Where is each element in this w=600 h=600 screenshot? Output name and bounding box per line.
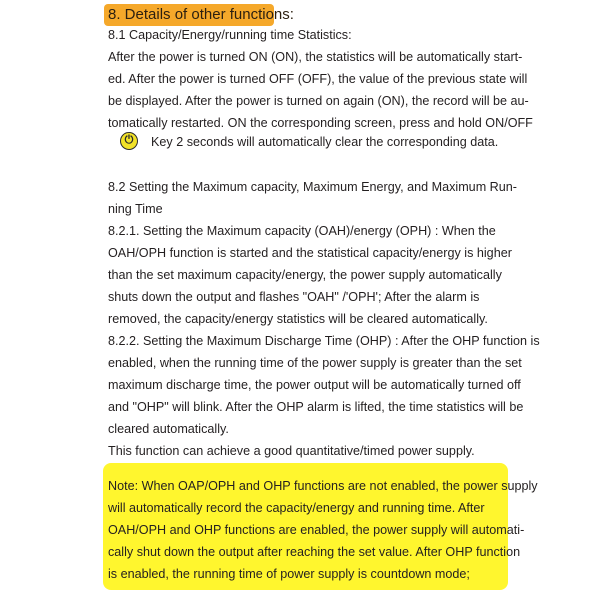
paragraph-line: 8.2.2. Setting the Maximum Discharge Time (OHP) : After the OHP function is [108,334,540,348]
paragraph-line: OAH/OPH function is started and the statistical capacity/energy is higher [108,246,512,260]
paragraph-line: maximum discharge time, the power output will be automatically turned off [108,378,521,392]
note-line: cally shut down the output after reaching the set value. After OHP function [108,545,521,559]
paragraph-line: and "OHP" will blink. After the OHP alarm is lifted, the time statistics will be [108,400,524,414]
note-line: OAH/OPH and OHP functions are enabled, the power supply will automati- [108,523,525,537]
paragraph-line: tomatically restarted. ON the corresponding screen, press and hold ON/OFF [108,116,533,130]
paragraph-line: ed. After the power is turned OFF (OFF), the value of the previous state will [108,72,528,86]
subsection-8-2-title-cont: ning Time [108,202,163,216]
note-line: Note: When OAP/OPH and OHP functions are not enabled, the power supply [108,479,538,493]
subsection-8-2-title: 8.2 Setting the Maximum capacity, Maximum Energy, and Maximum Run- [108,180,517,194]
paragraph-line: be displayed. After the power is turned on again (ON), the record will be au- [108,94,529,108]
paragraph-line: than the set maximum capacity/energy, the power supply automatically [108,268,502,282]
paragraph-line: shuts down the output and flashes "OAH" /'OPH'; After the alarm is [108,290,480,304]
paragraph-line: 8.2.1. Setting the Maximum capacity (OAH)/energy (OPH) : When the [108,224,496,238]
power-key-icon: ⏻ [120,132,138,150]
paragraph-line: removed, the capacity/energy statistics will be cleared automatically. [108,312,488,326]
paragraph-line: cleared automatically. [108,422,229,436]
subsection-8-1-title: 8.1 Capacity/Energy/running time Statistics: [108,28,352,42]
note-line: is enabled, the running time of power supply is countdown mode; [108,567,470,581]
note-box [103,463,538,590]
note-line: will automatically record the capacity/energy and running time. After [108,501,485,515]
paragraph-line: Key 2 seconds will automatically clear the corresponding data. [151,135,499,149]
paragraph-line: After the power is turned ON (ON), the statistics will be automatically start- [108,50,523,64]
paragraph-line: enabled, when the running time of the power supply is greater than the set [108,356,522,370]
section-heading: 8. Details of other functions: [104,4,274,26]
paragraph-line: This function can achieve a good quantitative/timed power supply. [108,444,475,458]
